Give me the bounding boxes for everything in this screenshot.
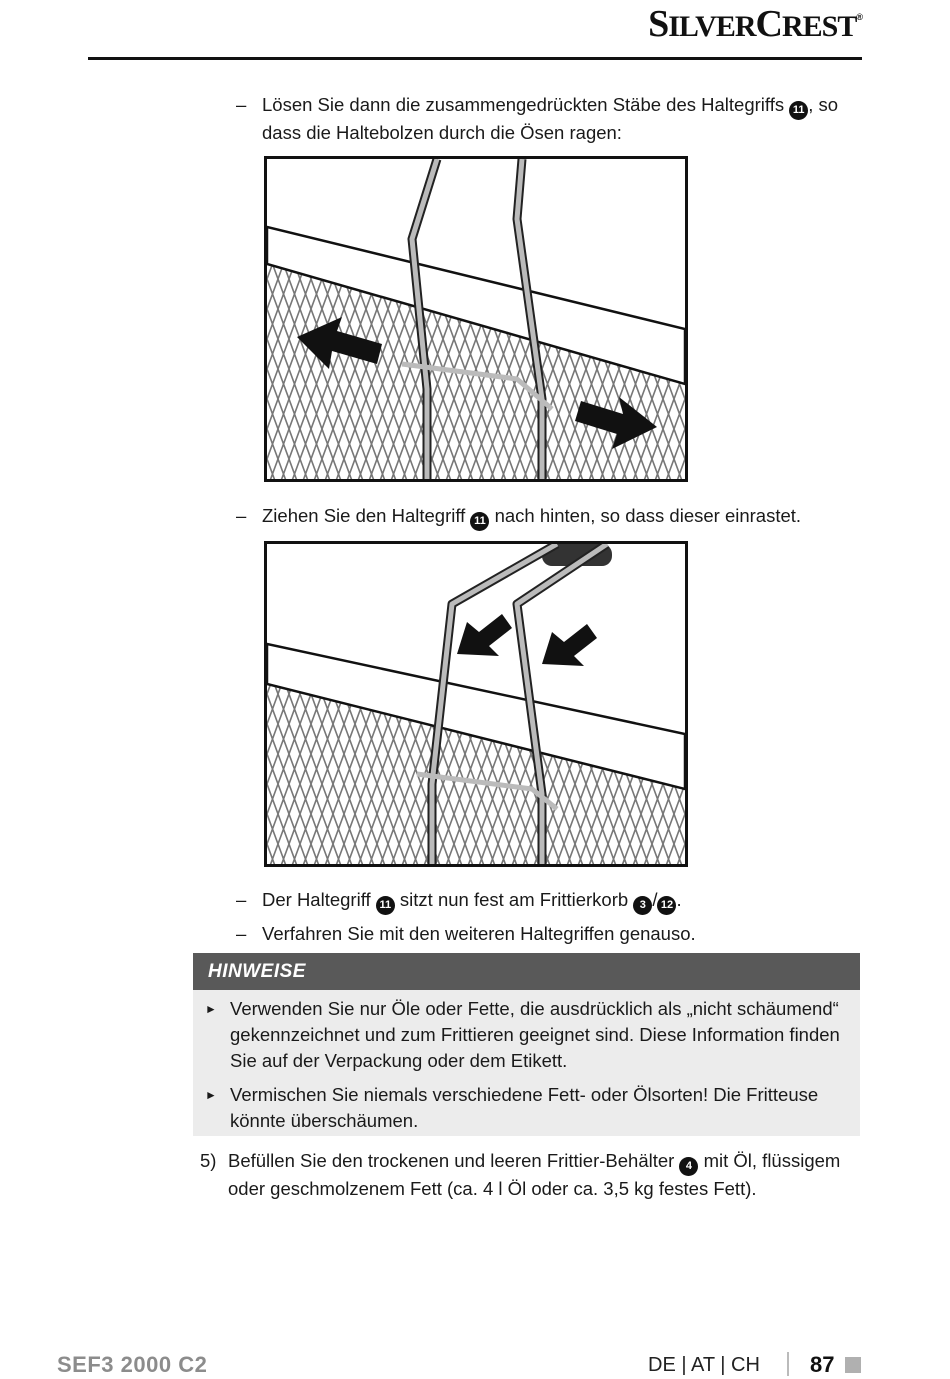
- page-number: 87: [810, 1352, 835, 1377]
- note-item: ► Verwenden Sie nur Öle oder Fette, die ausdrücklich als „nicht schäumend“ gekennzeichnet und zum Frittieren geeignet sind. Diese Information finden Sie auf der Verpackung oder dem Etikett.: [205, 998, 840, 1071]
- figure-engage-handle: [264, 541, 688, 867]
- reference-number-badge: 3: [633, 896, 652, 915]
- model-number: SEF3 2000 C2: [57, 1352, 208, 1377]
- reference-number-badge: 11: [789, 101, 808, 120]
- step-repeat-for-others: – Verfahren Sie mit den weiteren Haltegriffen genauso.: [236, 923, 696, 944]
- silvercrest-logo: SILVERCREST®: [648, 3, 862, 45]
- step-5-fill-oil: 5) Befüllen Sie den trockenen und leeren Frittier-Behälter 4 mit Öl, flüssigem oder geschmolzenem Fett (ca. 4 l Öl oder ca. 3,5 kg festes Fett).: [200, 1150, 841, 1199]
- step-release-bars: – Lösen Sie dann die zusammengedrückten Stäbe des Haltegriffs 11 , so dass die Haltebolzen durch die Ösen ragen:: [236, 94, 839, 143]
- step-pull-handle-back: – Ziehen Sie den Haltegriff 11 nach hinten, so dass dieser einrastet.: [236, 503, 850, 531]
- reference-number-badge: 12: [657, 896, 676, 915]
- footer-separator: [787, 1352, 789, 1376]
- reference-number-badge: 11: [376, 896, 395, 915]
- step-handle-fixed: – Der Haltegriff 11 sitzt nun fest am Frittierkorb 3 / 12 .: [236, 887, 850, 915]
- bullet-arrow-icon: ►: [205, 1088, 217, 1102]
- reference-number-badge: 11: [470, 512, 489, 531]
- header-rule: [88, 57, 862, 60]
- page-marker-square: [845, 1357, 861, 1373]
- notes-heading: HINWEISE: [193, 953, 860, 990]
- country-codes: DE | AT | CH: [648, 1354, 760, 1376]
- notes-box: [193, 953, 860, 1136]
- reference-number-badge: 4: [679, 1157, 698, 1176]
- figure-release-handle: [264, 156, 688, 482]
- note-item: ► Vermischen Sie niemals verschiedene Fett- oder Ölsorten! Die Fritteuse könnte überschäumen.: [205, 1084, 819, 1131]
- bullet-arrow-icon: ►: [205, 1002, 217, 1016]
